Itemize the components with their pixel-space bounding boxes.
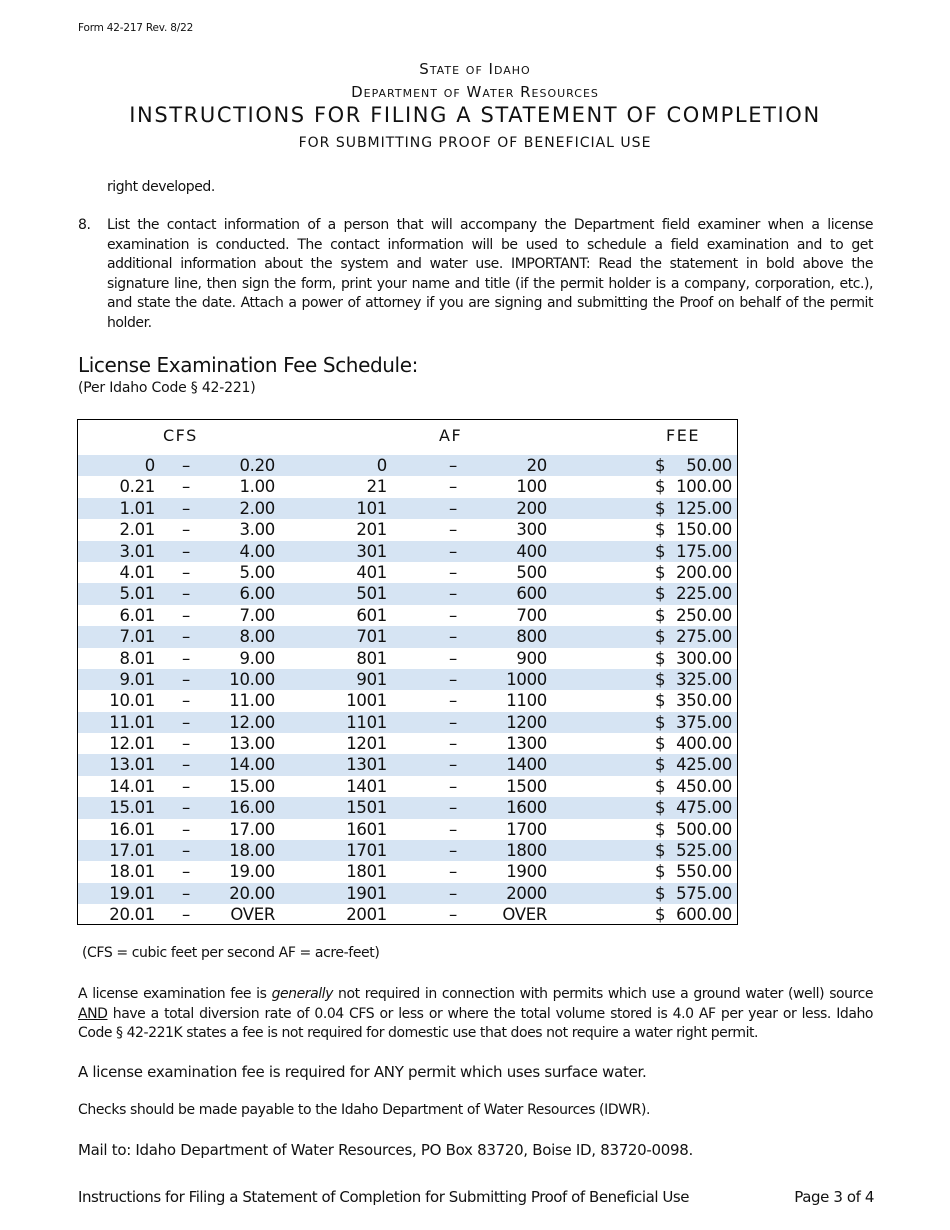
af-high: 800 xyxy=(516,627,547,647)
fee-amount: 525.00 xyxy=(676,841,732,861)
header-state: State of Idaho xyxy=(419,60,531,78)
cfs-high: 7.00 xyxy=(239,605,275,625)
af-high: 1900 xyxy=(506,862,547,882)
fee-amount: 100.00 xyxy=(676,477,732,497)
cfs-low: 12.01 xyxy=(109,734,155,754)
af-low: 1701 xyxy=(346,841,387,861)
cfs-high: 16.00 xyxy=(229,798,275,818)
af-low: 1401 xyxy=(346,776,387,796)
range-dash: – xyxy=(182,498,190,518)
range-dash: – xyxy=(182,755,190,775)
cfs-low: 1.01 xyxy=(119,498,155,518)
cfs-low: 3.01 xyxy=(119,541,155,561)
range-dash: – xyxy=(182,776,190,796)
fee-amount: 175.00 xyxy=(676,541,732,561)
table-row xyxy=(78,690,737,711)
note-text: not required in connection with permits which use a ground water (well) source xyxy=(332,986,873,1002)
table-row xyxy=(78,562,737,583)
currency-symbol: $ xyxy=(655,734,666,754)
range-dash: – xyxy=(182,819,190,839)
af-low: 301 xyxy=(356,541,387,561)
currency-symbol: $ xyxy=(655,648,666,668)
fee-amount: 450.00 xyxy=(676,776,732,796)
fee-amount: 350.00 xyxy=(676,691,732,711)
currency-symbol: $ xyxy=(655,755,666,775)
cfs-high: 1.00 xyxy=(239,477,275,497)
currency-symbol: $ xyxy=(655,498,666,518)
cfs-high: 2.00 xyxy=(239,498,275,518)
table-row xyxy=(78,648,737,669)
cfs-low: 11.01 xyxy=(109,712,155,732)
page-title: INSTRUCTIONS FOR FILING A STATEMENT OF COMPLETION xyxy=(129,103,821,127)
fee-amount: 300.00 xyxy=(676,648,732,668)
fee-amount: 575.00 xyxy=(676,883,732,903)
range-dash: – xyxy=(182,905,190,925)
table-header-row xyxy=(78,420,737,455)
currency-symbol: $ xyxy=(655,456,666,475)
cfs-high: OVER xyxy=(230,905,275,925)
list-item-text: List the contact information of a person that will accompany the Department field examiner when a license examination is conducted. The contact information will be used to schedule a field examination and to get additional information about the system and water use. IMPORTANT: Read the statement in bold above the signature line, then sign the form, print your name and title (if the permit holder is a company, corporation, etc.), and state the date. Attach a power of attorney if you are signing and submitting the Proof on behalf of the permit holder. xyxy=(107,217,873,331)
range-dash: – xyxy=(182,520,190,540)
range-dash: – xyxy=(449,755,457,775)
range-dash: – xyxy=(449,862,457,882)
mailing-address: Mail to: Idaho Department of Water Resources, PO Box 83720, Boise ID, 83720-0098. xyxy=(78,1141,693,1159)
af-high: 1200 xyxy=(506,712,547,732)
currency-symbol: $ xyxy=(655,477,666,497)
header-fee: FEE xyxy=(666,426,700,445)
table-row xyxy=(78,797,737,818)
table-row xyxy=(78,455,737,476)
cfs-high: 3.00 xyxy=(239,520,275,540)
table-body xyxy=(78,455,737,926)
range-dash: – xyxy=(182,734,190,754)
af-high: 1400 xyxy=(506,755,547,775)
currency-symbol: $ xyxy=(655,584,666,604)
cfs-low: 9.01 xyxy=(119,669,155,689)
table-row xyxy=(78,519,737,540)
cfs-low: 2.01 xyxy=(119,520,155,540)
table-row xyxy=(78,498,737,519)
continued-text: right developed. xyxy=(107,179,215,195)
range-dash: – xyxy=(182,648,190,668)
af-high: 600 xyxy=(516,584,547,604)
table-row xyxy=(78,819,737,840)
currency-symbol: $ xyxy=(655,798,666,818)
range-dash: – xyxy=(449,605,457,625)
range-dash: – xyxy=(449,648,457,668)
list-item-number: 8. xyxy=(78,217,91,233)
af-high: 1600 xyxy=(506,798,547,818)
cfs-low: 15.01 xyxy=(109,798,155,818)
table-row xyxy=(78,541,737,562)
form-number: Form 42-217 Rev. 8/22 xyxy=(78,22,194,34)
af-high: OVER xyxy=(502,905,547,925)
range-dash: – xyxy=(182,477,190,497)
range-dash: – xyxy=(182,798,190,818)
currency-symbol: $ xyxy=(655,541,666,561)
cfs-low: 16.01 xyxy=(109,819,155,839)
range-dash: – xyxy=(449,691,457,711)
af-low: 1901 xyxy=(346,883,387,903)
af-low: 21 xyxy=(366,477,387,497)
range-dash: – xyxy=(182,605,190,625)
range-dash: – xyxy=(182,669,190,689)
af-low: 101 xyxy=(356,498,387,518)
range-dash: – xyxy=(449,562,457,582)
table-row xyxy=(78,712,737,733)
range-dash: – xyxy=(182,862,190,882)
currency-symbol: $ xyxy=(655,562,666,582)
cfs-high: 10.00 xyxy=(229,669,275,689)
af-low: 1001 xyxy=(346,691,387,711)
range-dash: – xyxy=(182,883,190,903)
fee-amount: 550.00 xyxy=(676,862,732,882)
cfs-high: 0.20 xyxy=(239,456,275,475)
currency-symbol: $ xyxy=(655,776,666,796)
currency-symbol: $ xyxy=(655,520,666,540)
cfs-low: 18.01 xyxy=(109,862,155,882)
fee-amount: 200.00 xyxy=(676,562,732,582)
cfs-high: 19.00 xyxy=(229,862,275,882)
surface-water-note: A license examination fee is required for ANY permit which uses surface water. xyxy=(78,1063,647,1081)
af-high: 300 xyxy=(516,520,547,540)
range-dash: – xyxy=(182,584,190,604)
table-row xyxy=(78,754,737,775)
range-dash: – xyxy=(449,734,457,754)
currency-symbol: $ xyxy=(655,691,666,711)
table-row xyxy=(78,883,737,904)
af-low: 1201 xyxy=(346,734,387,754)
cfs-high: 18.00 xyxy=(229,841,275,861)
range-dash: – xyxy=(182,691,190,711)
af-low: 1601 xyxy=(346,819,387,839)
fee-amount: 125.00 xyxy=(676,498,732,518)
cfs-high: 13.00 xyxy=(229,734,275,754)
range-dash: – xyxy=(449,520,457,540)
range-dash: – xyxy=(449,584,457,604)
header-af: AF xyxy=(439,426,463,445)
range-dash: – xyxy=(182,562,190,582)
note-text: have a total diversion rate of 0.04 CFS or less or where the total volume stored is 4.0 AF per year or less. Idaho Code § 42-221K states a fee is not required for domestic use that does not require a water right permit. xyxy=(78,1005,873,1042)
range-dash: – xyxy=(449,498,457,518)
note-underline: AND xyxy=(78,1005,108,1022)
cfs-high: 20.00 xyxy=(229,883,275,903)
fee-amount: 425.00 xyxy=(676,755,732,775)
footer-title: Instructions for Filing a Statement of Completion for Submitting Proof of Beneficial Use xyxy=(78,1188,690,1206)
range-dash: – xyxy=(182,712,190,732)
cfs-high: 12.00 xyxy=(229,712,275,732)
table-legend: (CFS = cubic feet per second AF = acre-feet) xyxy=(82,945,380,961)
cfs-low: 13.01 xyxy=(109,755,155,775)
fee-amount: 250.00 xyxy=(676,605,732,625)
af-low: 601 xyxy=(356,605,387,625)
af-high: 1800 xyxy=(506,841,547,861)
fee-amount: 375.00 xyxy=(676,712,732,732)
cfs-low: 6.01 xyxy=(119,605,155,625)
table-row xyxy=(78,840,737,861)
cfs-low: 20.01 xyxy=(109,905,155,925)
cfs-low: 8.01 xyxy=(119,648,155,668)
cfs-low: 5.01 xyxy=(119,584,155,604)
range-dash: – xyxy=(449,905,457,925)
cfs-high: 6.00 xyxy=(239,584,275,604)
table-row xyxy=(78,476,737,497)
cfs-high: 9.00 xyxy=(239,648,275,668)
fee-amount: 225.00 xyxy=(676,584,732,604)
currency-symbol: $ xyxy=(655,905,666,925)
af-high: 2000 xyxy=(506,883,547,903)
cfs-high: 8.00 xyxy=(239,627,275,647)
range-dash: – xyxy=(449,669,457,689)
af-high: 1100 xyxy=(506,691,547,711)
af-low: 2001 xyxy=(346,905,387,925)
range-dash: – xyxy=(449,841,457,861)
currency-symbol: $ xyxy=(655,841,666,861)
af-high: 1500 xyxy=(506,776,547,796)
table-row xyxy=(78,626,737,647)
af-low: 0 xyxy=(376,456,387,475)
af-high: 1700 xyxy=(506,819,547,839)
cfs-low: 0.21 xyxy=(119,477,155,497)
header-department: Department of Water Resources xyxy=(351,83,599,101)
range-dash: – xyxy=(449,627,457,647)
fee-schedule-table xyxy=(77,419,738,925)
af-low: 201 xyxy=(356,520,387,540)
af-high: 1300 xyxy=(506,734,547,754)
af-low: 801 xyxy=(356,648,387,668)
af-low: 1301 xyxy=(346,755,387,775)
table-row xyxy=(78,776,737,797)
af-high: 20 xyxy=(526,456,547,475)
cfs-low: 19.01 xyxy=(109,883,155,903)
cfs-high: 5.00 xyxy=(239,562,275,582)
page-number: Page 3 of 4 xyxy=(794,1188,874,1206)
currency-symbol: $ xyxy=(655,819,666,839)
table-row xyxy=(78,904,737,925)
note-text: A license examination fee is xyxy=(78,986,272,1002)
range-dash: – xyxy=(449,541,457,561)
fee-schedule-citation: (Per Idaho Code § 42-221) xyxy=(78,380,256,396)
range-dash: – xyxy=(449,776,457,796)
range-dash: – xyxy=(449,477,457,497)
currency-symbol: $ xyxy=(655,712,666,732)
range-dash: – xyxy=(182,841,190,861)
range-dash: – xyxy=(182,627,190,647)
fee-schedule-title: License Examination Fee Schedule: xyxy=(78,353,418,377)
fee-amount: 150.00 xyxy=(676,520,732,540)
fee-amount: 500.00 xyxy=(676,819,732,839)
header-cfs: CFS xyxy=(163,426,198,445)
table-row xyxy=(78,605,737,626)
table-row xyxy=(78,583,737,604)
page-subtitle: FOR SUBMITTING PROOF OF BENEFICIAL USE xyxy=(298,135,652,151)
cfs-low: 4.01 xyxy=(119,562,155,582)
af-high: 700 xyxy=(516,605,547,625)
fee-amount: 50.00 xyxy=(686,456,732,475)
cfs-high: 15.00 xyxy=(229,776,275,796)
cfs-low: 0 xyxy=(144,456,155,475)
currency-symbol: $ xyxy=(655,883,666,903)
range-dash: – xyxy=(182,541,190,561)
cfs-low: 10.01 xyxy=(109,691,155,711)
range-dash: – xyxy=(182,456,190,475)
range-dash: – xyxy=(449,456,457,475)
af-low: 701 xyxy=(356,627,387,647)
range-dash: – xyxy=(449,883,457,903)
range-dash: – xyxy=(449,712,457,732)
table-row xyxy=(78,733,737,754)
cfs-high: 17.00 xyxy=(229,819,275,839)
fee-amount: 400.00 xyxy=(676,734,732,754)
currency-symbol: $ xyxy=(655,669,666,689)
note-emphasis: generally xyxy=(271,986,333,1002)
fee-amount: 475.00 xyxy=(676,798,732,818)
table-row xyxy=(78,669,737,690)
currency-symbol: $ xyxy=(655,605,666,625)
fee-amount: 325.00 xyxy=(676,669,732,689)
fee-amount: 600.00 xyxy=(676,905,732,925)
af-low: 401 xyxy=(356,562,387,582)
af-low: 901 xyxy=(356,669,387,689)
af-low: 1101 xyxy=(346,712,387,732)
af-high: 400 xyxy=(516,541,547,561)
range-dash: – xyxy=(449,798,457,818)
range-dash: – xyxy=(449,819,457,839)
cfs-low: 7.01 xyxy=(119,627,155,647)
af-high: 100 xyxy=(516,477,547,497)
cfs-low: 17.01 xyxy=(109,841,155,861)
cfs-high: 11.00 xyxy=(229,691,275,711)
af-high: 500 xyxy=(516,562,547,582)
payment-note: Checks should be made payable to the Idaho Department of Water Resources (IDWR). xyxy=(78,1102,651,1118)
af-high: 900 xyxy=(516,648,547,668)
af-high: 200 xyxy=(516,498,547,518)
table-row xyxy=(78,861,737,882)
currency-symbol: $ xyxy=(655,862,666,882)
af-low: 1801 xyxy=(346,862,387,882)
ground-water-note xyxy=(78,985,873,1044)
cfs-high: 4.00 xyxy=(239,541,275,561)
currency-symbol: $ xyxy=(655,627,666,647)
af-high: 1000 xyxy=(506,669,547,689)
cfs-low: 14.01 xyxy=(109,776,155,796)
af-low: 501 xyxy=(356,584,387,604)
fee-amount: 275.00 xyxy=(676,627,732,647)
af-low: 1501 xyxy=(346,798,387,818)
cfs-high: 14.00 xyxy=(229,755,275,775)
